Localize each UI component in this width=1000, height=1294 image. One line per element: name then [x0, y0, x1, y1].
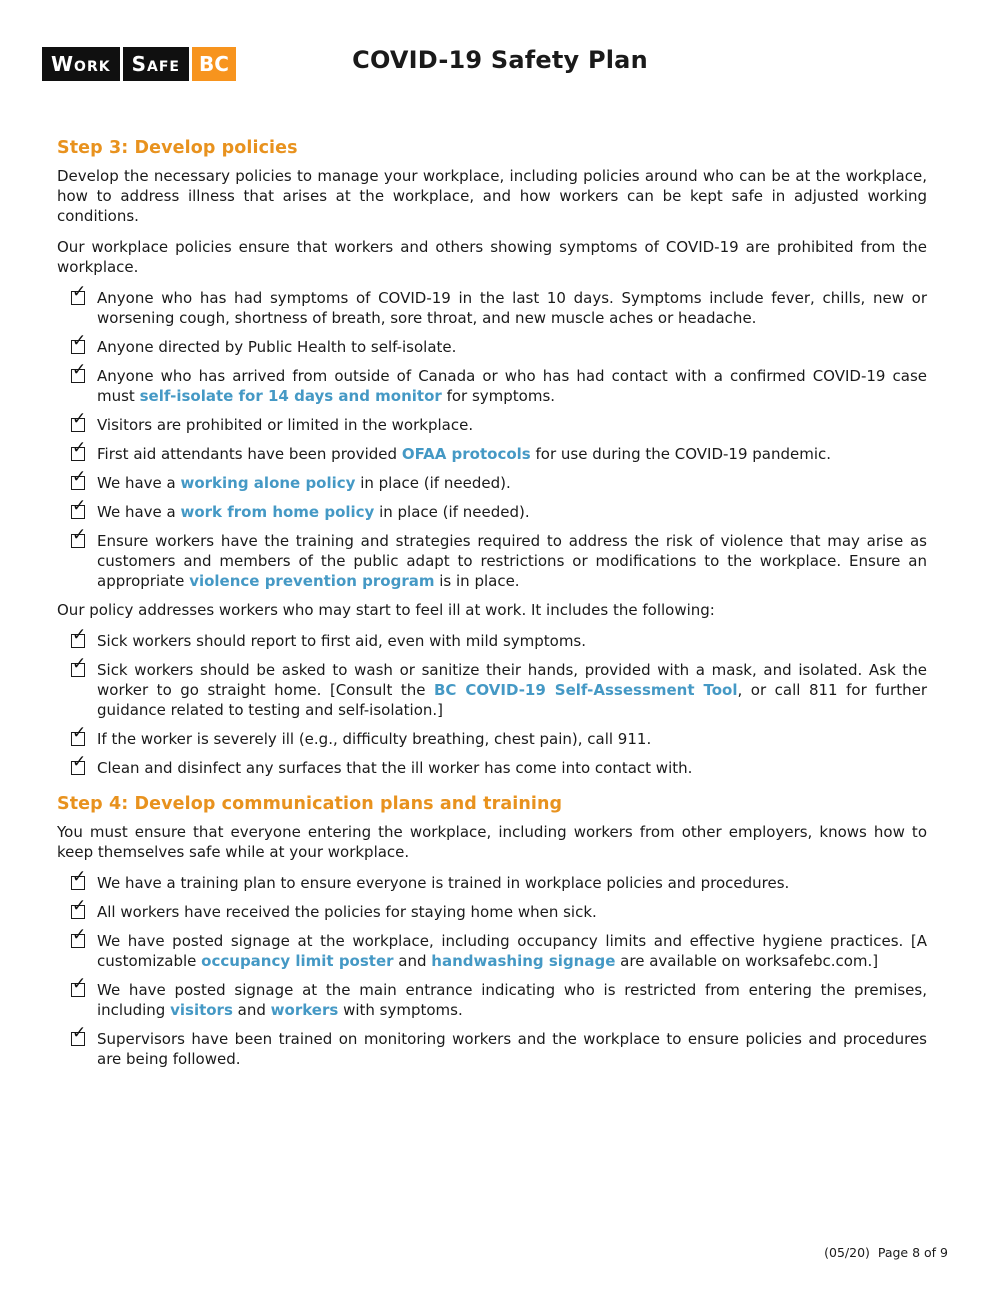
text-run: in place (if needed).	[355, 474, 511, 492]
checklist-item-text	[97, 531, 927, 591]
hyperlink[interactable]: workers	[270, 1001, 339, 1019]
checklist-item-text	[97, 660, 927, 720]
text-run: All workers have received the policies for staying home when sick.	[97, 903, 597, 921]
text-run: We have a	[97, 503, 181, 521]
text-run: Ensure workers have the training and strategies required to address the risk of violence that may arise as customers and members of the public adapt to restrictions or modifications to the workplace. Ensure an appropriate	[97, 532, 927, 590]
step-heading: Step 3: Develop policies	[57, 138, 298, 158]
checklist-item	[57, 925, 927, 971]
checklist-item	[57, 467, 927, 493]
checklist-item	[57, 752, 927, 778]
checkbox-checked-icon[interactable]	[71, 360, 87, 383]
step-heading: Step 4: Develop communication plans and training	[57, 794, 563, 814]
text-run: We have a training plan to ensure everyone is trained in workplace policies and procedures.	[97, 874, 790, 892]
page-footer: (05/20) Page 8 of 9	[824, 1245, 948, 1260]
checklist	[57, 282, 927, 591]
checklist	[57, 867, 927, 1069]
text-run: Our policy addresses workers who may start to feel ill at work. It includes the following:	[57, 601, 715, 619]
text-run: with symptoms.	[338, 1001, 463, 1019]
checklist-item	[57, 867, 927, 893]
checkbox-checked-icon[interactable]	[71, 625, 87, 648]
checklist-item-text	[97, 502, 927, 522]
checkbox-checked-icon[interactable]	[71, 496, 87, 519]
checklist-item-text	[97, 473, 927, 493]
text-run: If the worker is severely ill (e.g., difficulty breathing, chest pain), call 911.	[97, 730, 652, 748]
check-mark-icon: ✓	[72, 925, 87, 945]
checklist-item-text	[97, 1029, 927, 1069]
hyperlink[interactable]: working alone policy	[180, 474, 356, 492]
check-mark-icon: ✓	[72, 654, 87, 674]
text-run: Anyone who has had symptoms of COVID-19 in the last 10 days. Symptoms include fever, chills, new or worsening cough, shortness of breath, sore throat, and new muscle aches or headache.	[97, 289, 927, 327]
hyperlink[interactable]: handwashing signage	[431, 952, 616, 970]
text-run: First aid attendants have been provided	[97, 445, 402, 463]
check-mark-icon: ✓	[72, 282, 87, 302]
text-run: Clean and disinfect any surfaces that the ill worker has come into contact with.	[97, 759, 693, 777]
check-mark-icon: ✓	[72, 438, 87, 458]
checklist-item	[57, 496, 927, 522]
paragraph	[57, 166, 927, 226]
page-title: COVID-19 Safety Plan	[352, 46, 648, 74]
paragraph	[57, 822, 927, 862]
checkbox-checked-icon[interactable]	[71, 925, 87, 948]
check-mark-icon: ✓	[72, 625, 87, 645]
text-run: Anyone directed by Public Health to self-isolate.	[97, 338, 457, 356]
text-run: Anyone who has arrived from outside of Canada or who has had contact with a confirmed COVID-19 case must	[97, 367, 927, 405]
check-mark-icon: ✓	[72, 896, 87, 916]
checklist-item	[57, 282, 927, 328]
check-mark-icon: ✓	[72, 974, 87, 994]
checkbox-checked-icon[interactable]	[71, 331, 87, 354]
check-mark-icon: ✓	[72, 525, 87, 545]
checklist-item-text	[97, 931, 927, 971]
checkbox-checked-icon[interactable]	[71, 752, 87, 775]
text-run: Sick workers should report to first aid, even with mild symptoms.	[97, 632, 587, 650]
check-mark-icon: ✓	[72, 496, 87, 516]
checkbox-checked-icon[interactable]	[71, 438, 87, 461]
text-run: Supervisors have been trained on monitoring workers and the workplace to ensure policies and procedures are being followed.	[97, 1030, 927, 1068]
hyperlink[interactable]: occupancy limit poster	[201, 952, 394, 970]
text-run: are available on worksafebc.com.]	[615, 952, 879, 970]
checklist-item-text	[97, 444, 927, 464]
hyperlink[interactable]: violence prevention program	[189, 572, 435, 590]
text-run: We have posted signage at the workplace, including occupancy limits and effective hygiene practices. [A customizable	[97, 932, 927, 970]
checkbox-checked-icon[interactable]	[71, 282, 87, 305]
checkbox-checked-icon[interactable]	[71, 896, 87, 919]
checkbox-checked-icon[interactable]	[71, 654, 87, 677]
check-mark-icon: ✓	[72, 752, 87, 772]
hyperlink[interactable]: OFAA protocols	[401, 445, 531, 463]
checkbox-checked-icon[interactable]	[71, 467, 87, 490]
check-mark-icon: ✓	[72, 467, 87, 487]
text-run: You must ensure that everyone entering the workplace, including workers from other employers, knows how to keep themselves safe while at your workplace.	[57, 823, 927, 861]
checklist-item-text	[97, 288, 927, 328]
checklist-item	[57, 1023, 927, 1069]
hyperlink[interactable]: self-isolate for 14 days and monitor	[139, 387, 442, 405]
checklist-item-text	[97, 415, 927, 435]
text-run: Sick workers should be asked to wash or sanitize their hands, provided with a mask, and isolated. Ask the worker to go straight home. [Consult the	[97, 661, 927, 699]
paragraph	[57, 600, 927, 620]
hyperlink[interactable]: BC COVID-19 Self-Assessment Tool	[434, 681, 738, 699]
logo-bc-segment: BC	[192, 47, 236, 81]
checkbox-checked-icon[interactable]	[71, 409, 87, 432]
text-run: , or call 811 for further guidance related to testing and self-isolation.]	[97, 681, 927, 719]
check-mark-icon: ✓	[72, 1023, 87, 1043]
checklist-item-text	[97, 758, 927, 778]
text-run: Develop the necessary policies to manage your workplace, including policies around who can be at the workplace, how to address illness that arises at the workplace, and how workers can be kept safe in adjusted working conditions.	[57, 167, 927, 225]
text-run: Visitors are prohibited or limited in the workplace.	[97, 416, 474, 434]
checklist-item-text	[97, 729, 927, 749]
checklist	[57, 625, 927, 778]
logo-work-segment: Work	[42, 47, 120, 81]
checkbox-checked-icon[interactable]	[71, 1023, 87, 1046]
checklist-item-text	[97, 902, 927, 922]
checklist-item	[57, 438, 927, 464]
hyperlink[interactable]: work from home policy	[180, 503, 375, 521]
checklist-item	[57, 974, 927, 1020]
checklist-item	[57, 331, 927, 357]
text-run: We have a	[97, 474, 181, 492]
check-mark-icon: ✓	[72, 867, 87, 887]
text-run: and	[393, 952, 432, 970]
text-run: Our workplace policies ensure that workers and others showing symptoms of COVID-19 are prohibited from the workplace.	[57, 238, 927, 276]
logo-safe-segment: Safe	[123, 47, 189, 81]
checklist-item	[57, 654, 927, 720]
checklist-item	[57, 723, 927, 749]
checklist-item-text	[97, 873, 927, 893]
check-mark-icon: ✓	[72, 723, 87, 743]
text-run: in place (if needed).	[374, 503, 530, 521]
checklist-item-text	[97, 631, 927, 651]
checklist-item	[57, 625, 927, 651]
text-run: and	[232, 1001, 271, 1019]
checklist-item	[57, 360, 927, 406]
text-run: for use during the COVID-19 pandemic.	[530, 445, 832, 463]
paragraph	[57, 237, 927, 277]
text-run: is in place.	[434, 572, 520, 590]
checklist-item-text	[97, 337, 927, 357]
checklist-item	[57, 896, 927, 922]
checklist-item	[57, 525, 927, 591]
checkbox-checked-icon[interactable]	[71, 974, 87, 997]
checkbox-checked-icon[interactable]	[71, 723, 87, 746]
checklist-item-text	[97, 366, 927, 406]
check-mark-icon: ✓	[72, 360, 87, 380]
check-mark-icon: ✓	[72, 409, 87, 429]
check-mark-icon: ✓	[72, 331, 87, 351]
checklist-item-text	[97, 980, 927, 1020]
text-run: We have posted signage at the main entrance indicating who is restricted from entering the premises, including	[97, 981, 927, 1019]
checklist-item	[57, 409, 927, 435]
text-run: for symptoms.	[441, 387, 556, 405]
checkbox-checked-icon[interactable]	[71, 525, 87, 548]
checkbox-checked-icon[interactable]	[71, 867, 87, 890]
hyperlink[interactable]: visitors	[170, 1001, 233, 1019]
